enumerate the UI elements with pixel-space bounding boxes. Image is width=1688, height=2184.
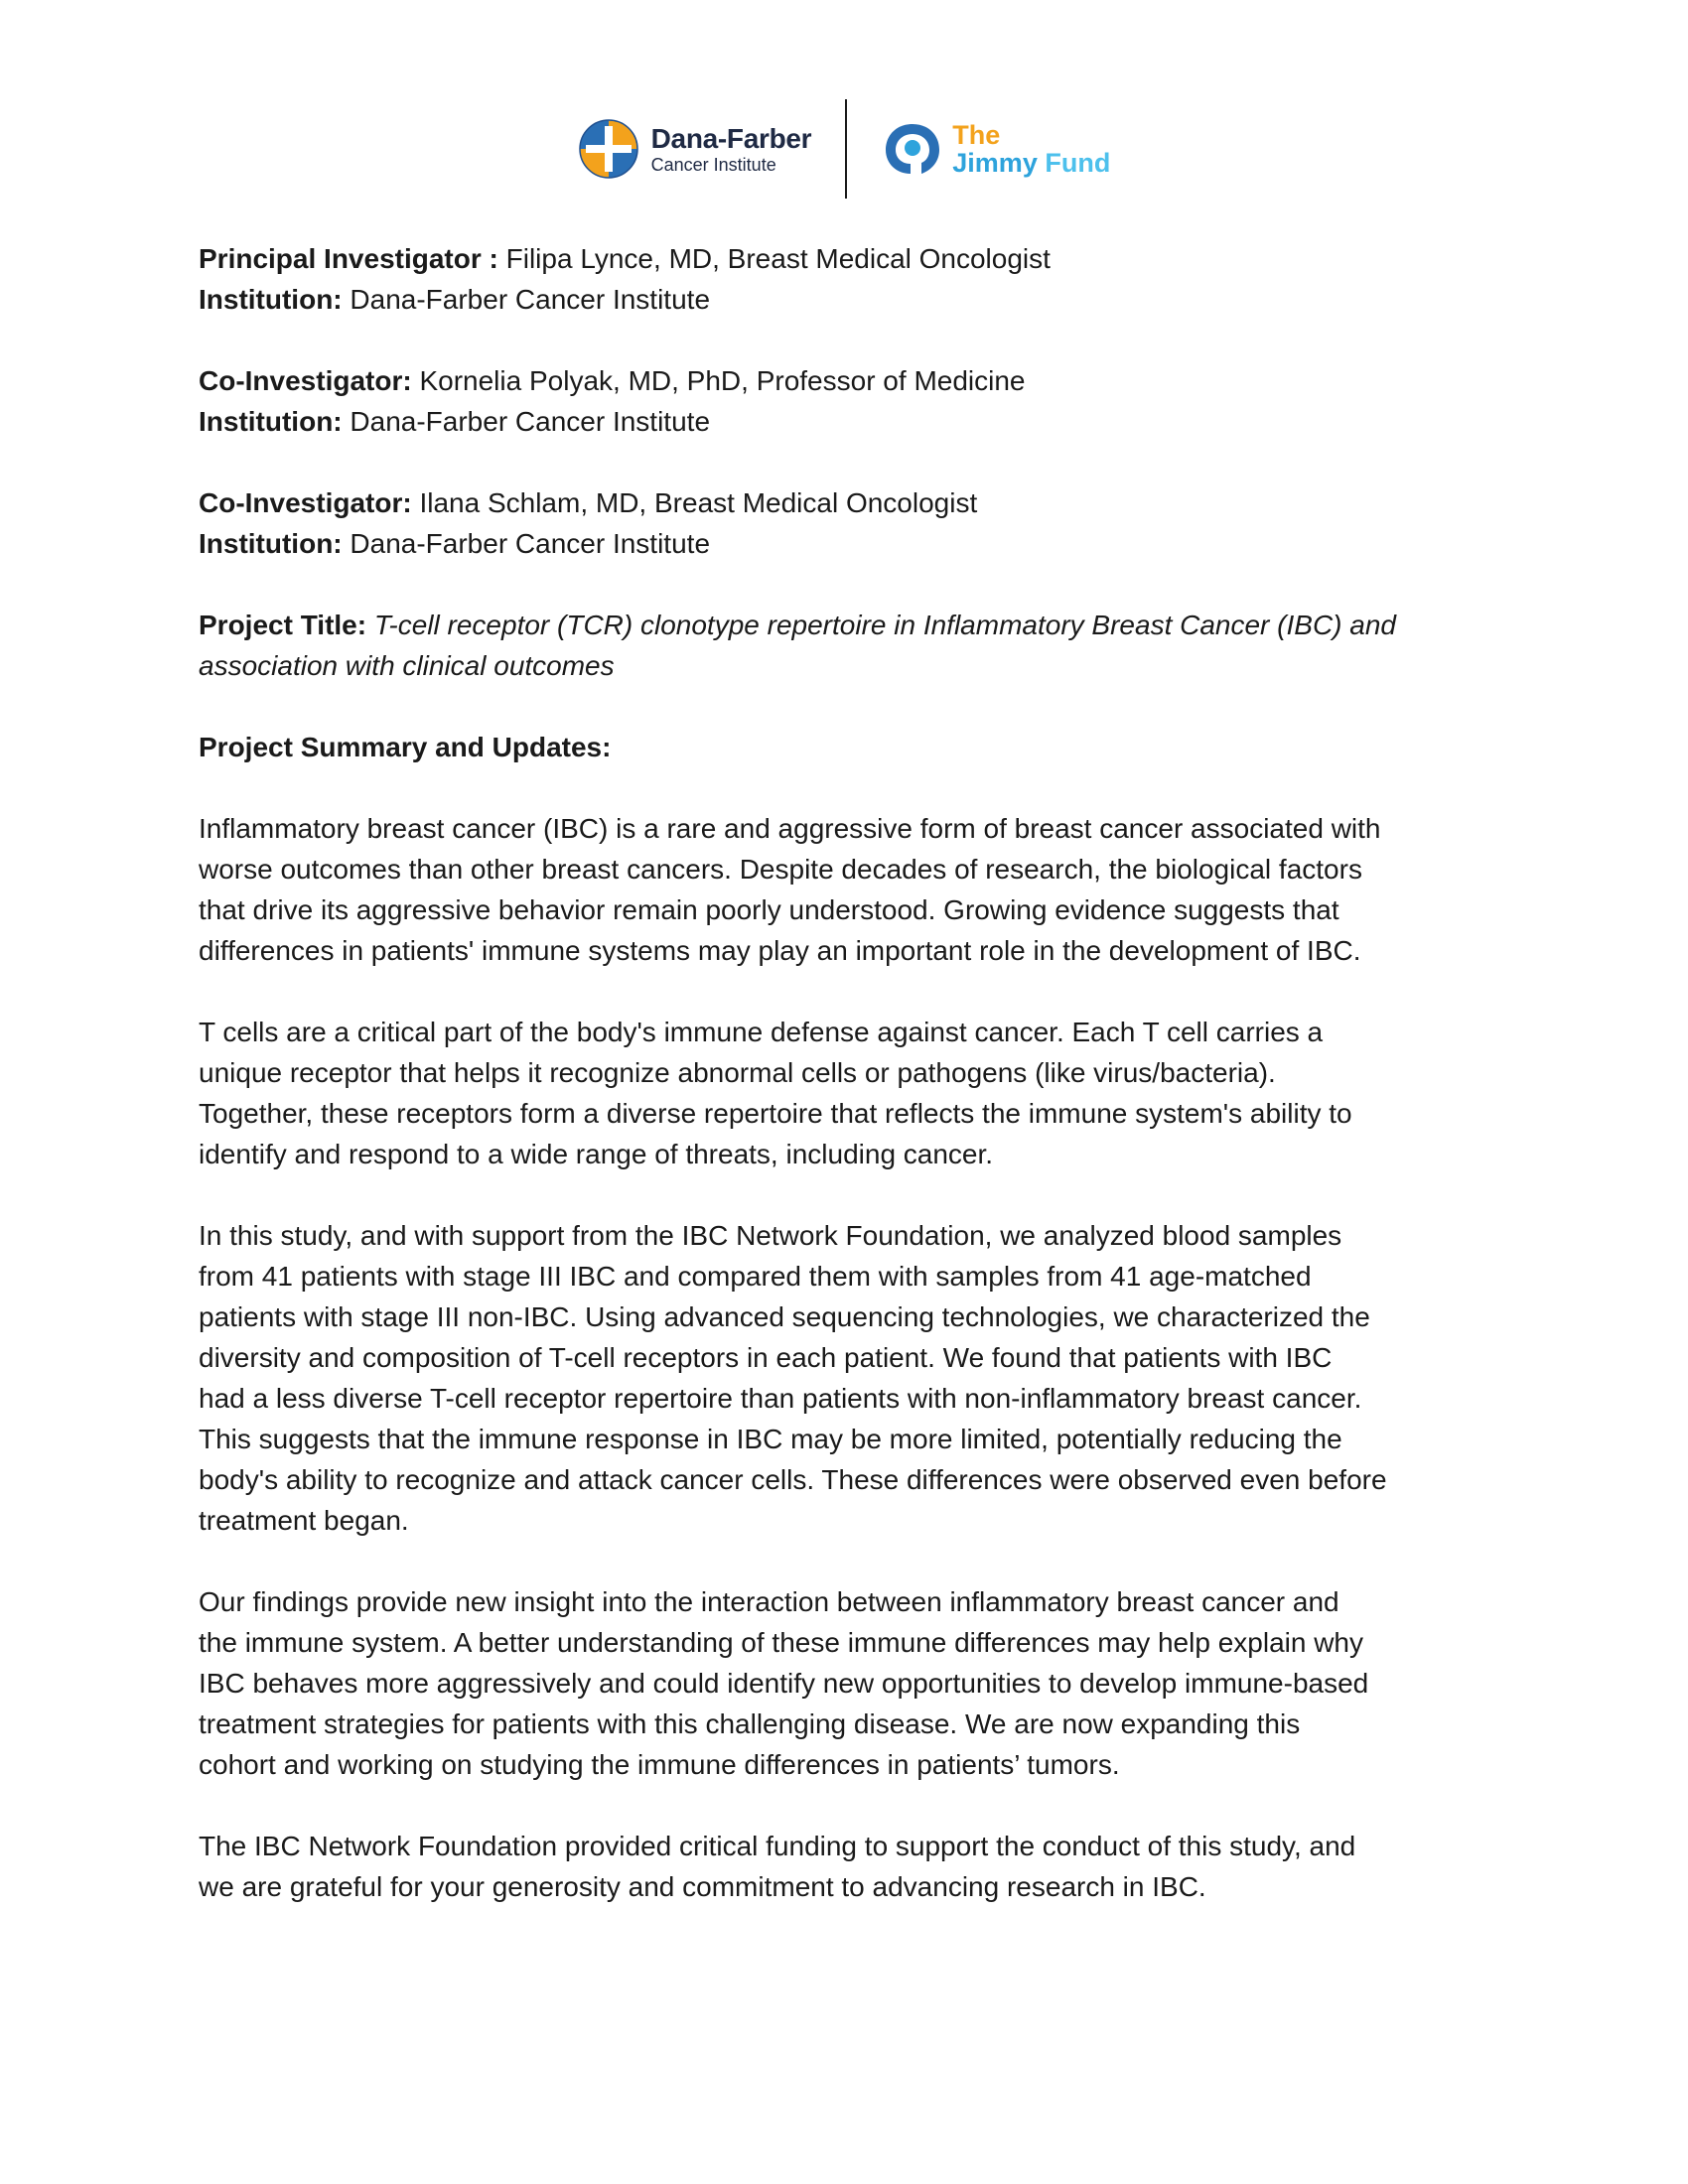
- jimmy-fund-logo: [881, 118, 1110, 180]
- investigator-block-co-2: [199, 482, 1489, 564]
- paragraph-line: Inflammatory breast cancer (IBC) is a rare and aggressive form of breast cancer associated with: [199, 813, 1381, 844]
- paragraph-line: This suggests that the immune response in IBC may be more limited, potentially reducing the: [199, 1424, 1342, 1454]
- summary-paragraph: [199, 1012, 1489, 1174]
- investigator-line: [199, 482, 1489, 523]
- institution-line: [199, 523, 1489, 564]
- institution-name: Dana-Farber Cancer Institute: [350, 406, 711, 437]
- dana-farber-name: Dana-Farber: [650, 122, 812, 154]
- institution-name: Dana-Farber Cancer Institute: [350, 528, 711, 559]
- institution-label: Institution:: [199, 284, 343, 315]
- paragraph-line: identify and respond to a wide range of threats, including cancer.: [199, 1139, 994, 1169]
- role-label: Co-Investigator:: [199, 487, 412, 518]
- project-title-text: T-cell receptor (TCR) clonotype repertoire in Inflammatory Breast Cancer (IBC) and: [373, 610, 1396, 640]
- summary-heading-block: [199, 727, 1489, 767]
- paragraph-line: treatment strategies for patients with this challenging disease. We are now expanding this: [199, 1708, 1301, 1739]
- role-label: Co-Investigator:: [199, 365, 412, 396]
- paragraph-line: from 41 patients with stage III IBC and compared them with samples from 41 age-matched: [199, 1261, 1312, 1292]
- jimmy-fund-jimmy: Jimmy: [952, 147, 1038, 178]
- paragraph-line: cohort and working on studying the immune differences in patients’ tumors.: [199, 1749, 1120, 1780]
- dana-farber-emblem-icon: [578, 118, 639, 180]
- paragraph-line: the immune system. A better understanding of these immune differences may help explain why: [199, 1627, 1364, 1658]
- institution-line: [199, 401, 1489, 442]
- paragraph-line: had a less diverse T-cell receptor repertoire than patients with non-inflammatory breast cancer.: [199, 1383, 1362, 1414]
- role-label: Principal Investigator :: [199, 243, 498, 274]
- paragraph-line: Together, these receptors form a diverse repertoire that reflects the immune system's ability to: [199, 1098, 1352, 1129]
- paragraph-line: differences in patients' immune systems may play an important role in the development of IBC.: [199, 935, 1361, 966]
- investigator-name: Filipa Lynce, MD, Breast Medical Oncologist: [505, 243, 1051, 274]
- paragraph-line: we are grateful for your generosity and commitment to advancing research in IBC.: [199, 1871, 1206, 1902]
- institution-label: Institution:: [199, 528, 343, 559]
- paragraph-line: worse outcomes than other breast cancers. Despite decades of research, the biological factors: [199, 854, 1362, 885]
- institution-label: Institution:: [199, 406, 343, 437]
- paragraph-line: body's ability to recognize and attack cancer cells. These differences were observed even before: [199, 1464, 1387, 1495]
- dana-farber-subtitle: Cancer Institute: [650, 154, 776, 175]
- paragraph-line: The IBC Network Foundation provided critical funding to support the conduct of this study, and: [199, 1831, 1356, 1861]
- project-title-label: Project Title:: [199, 610, 367, 640]
- summary-paragraph: [199, 1581, 1489, 1785]
- paragraph-line: patients with stage III non-IBC. Using advanced sequencing technologies, we characterized the: [199, 1301, 1370, 1332]
- paragraph-line: unique receptor that helps it recognize abnormal cells or pathogens (like virus/bacteria).: [199, 1057, 1276, 1088]
- summary-paragraphs: [199, 808, 1489, 1907]
- project-title-block: [199, 605, 1489, 686]
- paragraph-line: In this study, and with support from the IBC Network Foundation, we analyzed blood samples: [199, 1220, 1342, 1251]
- investigator-line: [199, 238, 1489, 279]
- investigator-line: [199, 360, 1489, 401]
- institution-line: [199, 279, 1489, 320]
- paragraph-line: T cells are a critical part of the body's immune defense against cancer. Each T cell carries a: [199, 1017, 1324, 1047]
- paragraph-line: that drive its aggressive behavior remain poorly understood. Growing evidence suggests that: [199, 894, 1339, 925]
- paragraph-line: IBC behaves more aggressively and could identify new opportunities to develop immune-based: [199, 1668, 1369, 1699]
- summary-heading: Project Summary and Updates:: [199, 732, 612, 762]
- investigator-block-co-1: [199, 360, 1489, 442]
- jimmy-fund-the: The: [952, 119, 1001, 150]
- summary-paragraph: [199, 808, 1489, 971]
- paragraph-line: treatment began.: [199, 1505, 409, 1536]
- investigator-name: Ilana Schlam, MD, Breast Medical Oncologist: [419, 487, 978, 518]
- project-title-continuation: association with clinical outcomes: [199, 650, 615, 681]
- jimmy-fund-fund: Fund: [1045, 147, 1111, 178]
- paragraph-line: Our findings provide new insight into the interaction between inflammatory breast cancer and: [199, 1586, 1339, 1617]
- jimmy-fund-name: [952, 147, 1111, 178]
- summary-paragraph: [199, 1826, 1489, 1907]
- investigator-block-principal: [199, 238, 1489, 320]
- jimmy-fund-emblem-icon: [881, 118, 944, 180]
- institution-name: Dana-Farber Cancer Institute: [350, 284, 711, 315]
- paragraph-line: diversity and composition of T-cell receptors in each patient. We found that patients with IBC: [199, 1342, 1333, 1373]
- investigator-name: Kornelia Polyak, MD, PhD, Professor of Medicine: [419, 365, 1026, 396]
- project-title-line: [199, 605, 1489, 645]
- dana-farber-logo: [578, 118, 812, 180]
- logo-header: [0, 97, 1688, 201]
- logo-divider: [845, 99, 847, 199]
- document-body: [199, 238, 1489, 1948]
- summary-paragraph: [199, 1215, 1489, 1541]
